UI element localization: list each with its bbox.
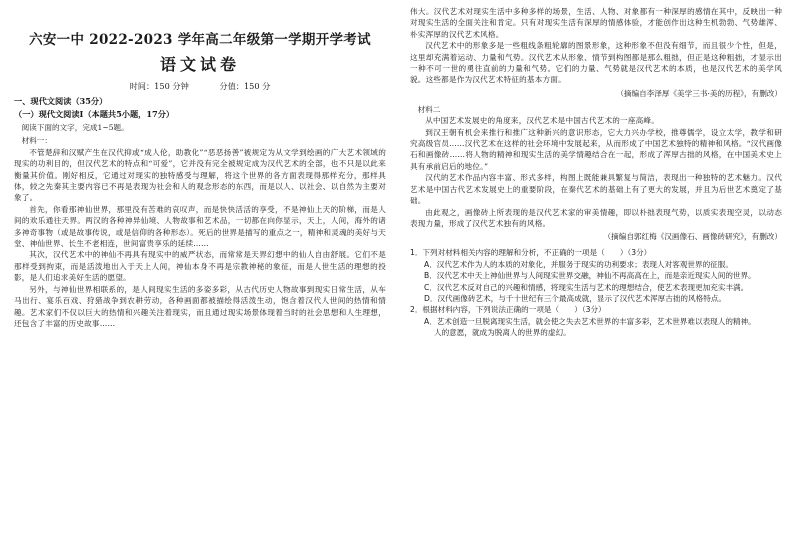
question-option: 人的意愿，就成为脱离人的世界的虚幻。 [434, 328, 571, 338]
paragraph: 从中国艺术发展史的角度来，汉代艺术是中国古代艺术的一座高峰。 [425, 116, 659, 126]
exam-time: 时间：150 分钟 [129, 81, 189, 91]
paragraph: 另外，与神仙世界相联系的，是人间现实生活的多姿多彩，从古代历史人物故事到现实日常生活，从车马出行、宴乐百戏、狩猎战争到农耕劳动，各种画面都被描绘得活泼生动，饱含着汉代人世间的热情和情趣。艺术家们不仅以巨大的热情和兴趣关注着现实，而且通过现实场景体现着当时的社会思想和人生理想，还包含了丰富的历史故事…… [14, 284, 386, 328]
exam-subtitle: 语文试卷 [159, 55, 240, 74]
question-option: C．汉代艺术反对自己的兴趣和情感，将现实生活与艺术的理想结合，使艺术表现更加充实丰满。 [424, 282, 749, 292]
paragraph: 到汉王朝有机会来推行和推广这种新兴的意识形态，它大力兴办学校，推尊儒学，设立太学，教学和研究高级官员……汉代艺术在这样的社会环境中发展起来，从而形成了中国艺术独特的精神和风格。“汉代画像石和画像砖……将人物的精神和现实生活的美学情趣结合在一起，形成了浑厚古拙的风格，在中国美术史上具有承前启后的地位。” [410, 127, 782, 171]
material-label: 材料一： [21, 136, 52, 146]
question-option: B．汉代艺术中天上神仙世界与人间现实世界交融，神仙不再高高在上，而是亲近现实人间的世界。 [424, 271, 756, 281]
paragraph: 汉代艺术中的形象多是一些粗线条粗轮廓的图景形象，这种形象不但没有细节，而且很少个性，但是，这里却充满着运动、力量和气势。汉代艺术从形象、情节到构图都是那么粗拙，但正是这种粗拙，才显示出一种不可一世的勇往直前的力量和气势。它们的力量、气势就是汉代艺术的本质，也是汉代艺术的美学风貌。这些都是作为汉代艺术特征的基本方面。 [410, 41, 782, 85]
paragraph: 由此观之，画像砖上所表现的是汉代艺术家的审美情趣，即以朴拙表现气势，以质实表现空灵，以动态表现力量，形成了汉代艺术独有的风格。 [410, 207, 782, 228]
paragraph: 伟大。汉代艺术对现实生活中多种多样的场景，生活、人物、对象都有一种深厚的感情在其中，反映出一种对现实生活的全面关注和肯定。只有对现实生活有深厚的情感体验，才能创作出这种生机勃勃、气势雄浑、朴实浑厚的汉代艺术风格。 [410, 7, 782, 39]
question-2: 2．根据材料内容，下列说法正确的一项是（ ）（3分） [410, 305, 606, 315]
question-1: 1．下列对材料相关内容的理解和分析，不正确的一项是（ ）（3分） [410, 248, 652, 258]
paragraph: 不管楚辞和汉赋产生在汉代抑或“成人伦，助教化”“恶恶扬善”被规定为从文学到绘画的广大艺术领域的现实的功利目的，但汉代艺术的特点和“可爱”，它并没有完全被规定成为汉代艺术的全部，也不只是以此来衡量其价值。刚好相反，它通过对现实的独特感受与理解，将这个世界的各方面表现得那样充分，那样具体，较之先秦其主要内容已不再是表现为社会和人的观念形态的东西，而是以人、以社会、以自然为主要对象了。 [14, 147, 386, 203]
left-column [14, 0, 386, 544]
exam-title: 六安一中 2022-2023 学年高二年级第一学期开学考试 [29, 32, 371, 48]
source-citation: （摘编自李泽厚《美学三书·美的历程》，有删改） [616, 88, 782, 98]
question-option: A．汉代艺术作为人的本质的对象化，并服务于现实的功利要求；表现人对客观世界的征服。 [424, 259, 733, 269]
paragraph: 汉代的艺术作品内容丰富、形式多样，构图上既能兼具繁复与简洁，表现出一种独特的艺术魅力。汉代艺术是中国古代艺术发展史上的重要阶段，在秦代艺术的基础上有了更大的发展，并且为后世艺术奠定了基础。 [410, 173, 782, 206]
question-option: A．艺术创造一旦脱离现实生活，就会使之失去艺术世界的丰富多彩，艺术世界难以表现人的精神。 [424, 316, 756, 326]
paragraph: 其次，汉代艺术中的神仙不再具有现实中的威严状态，而常常是天界幻想中的仙人自由舒展。它们不是那样受到拘束，而是活泼地出入于天上人间，神仙本身不再是宗教神秘的象征，而是人世生活的理想的投影，是人们追求美好生活的愿望。 [14, 250, 386, 283]
paragraph: 首先，你看那神仙世界，那里没有苦难的哀叹声，而是快快活活的享受，不是神仙上天的阶梯，而是人间的欢乐通往天界。两汉的各种神异仙境、人物故事和艺术品，一切都在向你显示，天上，人间，海外的诸多神奇事物（或是故事传说，或是信仰的各种形态）。死后的世界是描写的重点之一，精神和灵魂的美好与天堂、神仙世界、长生不老相连，世间富贵享乐的延续…… [14, 204, 386, 249]
exam-score: 分值：150 分 [219, 81, 271, 91]
section-heading: 一、现代文阅读（35分） [14, 96, 108, 106]
source-citation: （摘编自郭红梅《汉画像石、画像砖研究》，有删改） [603, 232, 782, 242]
material-label: 材料二 [417, 104, 441, 114]
exam-meta [14, 81, 386, 92]
question-option: D．汉代画像砖艺术，与千十世纪有三个最高成就，显示了汉代艺术浑厚古拙的风格特点。 [424, 293, 726, 303]
subsection-heading: （一）现代文阅读Ⅰ（本题共5小题，17分） [14, 109, 175, 119]
right-column [410, 0, 782, 544]
instruction: 阅读下面的文字，完成1~5题。 [21, 123, 129, 132]
